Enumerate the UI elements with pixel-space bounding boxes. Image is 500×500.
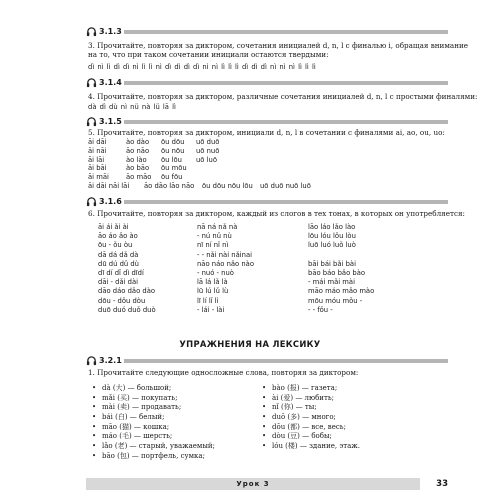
grid-cell: ōu mōu [161,164,187,173]
grid-cell: āo dāo lāo nāo [144,181,195,190]
section-divider [124,359,448,363]
instruction-text-continued: на то, что при таком сочетании инициали остаются твердыми: [88,50,329,59]
grid-row [88,147,338,156]
tone-row: lā lá lǎ là [197,278,228,287]
grid-row [88,156,338,165]
grid-cell: ōu dōu nōu lōu [202,181,253,190]
grid-cell: āi dāi [88,138,107,146]
section-divider [124,120,448,124]
vocab-item: • bái (白) — белый; [92,413,165,422]
grid-cell: uō duō [196,138,220,146]
grid-cell: ōu nōu [161,146,185,155]
vocab-item: • duō (多) — много; [262,413,336,422]
grid-cell: āi bāi [88,164,107,173]
section-header-3-1-4 [86,76,448,90]
tone-row: duō duó duǒ duò [98,305,156,314]
grid-cell: uō duō nuō luō [260,181,311,190]
headphones-icon[interactable] [86,116,97,127]
tone-column-1 [98,223,156,315]
vocab-item: • mǎi (买) — покупать; [92,393,178,402]
tone-row: nā ná nǎ nà [197,223,238,231]
vocab-item: • lǎo (老) — старый, уважаемый; [92,442,215,451]
syllable-line: dì nì lì dì dì nì lì lì nì dì dì dì dì nì nì lì lì lì dì dì dì nì nì nì lì lì lì [88,63,316,71]
instruction-text: 3. Прочитайте, повторяя за диктором, сочетания инициалей d, n, l с финалью i, обращая внимание [88,41,469,50]
headphones-icon[interactable] [86,355,97,366]
headphones-icon[interactable] [86,196,97,207]
vocab-item: • nǐ (你) — ты; [262,403,317,412]
grid-row [88,182,338,191]
vocab-item: • mài (卖) — продавать; [92,403,182,412]
vocab-list-right [262,384,360,452]
vocab-item: • bāo (包) — портфель, сумка; [92,451,205,460]
section-heading: УПРАЖНЕНИЯ НА ЛЕКСИКУ [179,339,321,349]
section-header-3-1-5 [86,115,448,129]
grid-cell: ào bāo [126,164,150,173]
tone-row: dā dá dǎ dà [98,250,139,259]
section-divider [124,81,448,85]
vocab-item: • máo (毛) — шерсть; [92,432,173,441]
page-number: 33 [436,479,448,489]
tone-row: lāo láo lǎo lào [308,223,356,231]
tone-column-2 [197,223,254,315]
tone-row: - - fǒu - [308,305,333,314]
tone-row: āi ái ǎi ài [98,223,129,231]
tone-row: luō luó luǒ luò [308,241,356,250]
lesson-label: Урок 3 [236,480,270,488]
section-header-3-1-6 [86,195,448,209]
grid-cell: āi dāi nāi lāi [88,181,130,190]
section-header-3-2-1 [86,354,448,368]
syllable-line: dà dì dù nì nü nà lü lā lì [88,103,176,111]
grid-cell: āo māo [126,173,152,182]
grid-cell: āo nāo [126,146,150,155]
headphones-icon[interactable] [86,26,97,37]
tone-row: nāo náo nǎo nào [197,259,255,268]
grid-cell: āi māi [88,173,109,182]
tone-row: dū dú dǔ dù [98,259,139,268]
tone-row: - - nǎi nài nǎinai [197,250,252,259]
syllable-grid [88,138,338,191]
tone-row: bāi bái bǎi bài [308,259,356,268]
instruction-text: 6. Прочитайте, повторяя за диктором, каждый из слогов в тех тонах, в которых он употребляется: [88,209,465,218]
grid-cell: ōu lōu [161,155,182,164]
tone-column-3 [308,223,374,315]
vocab-item: • māo (猫) — кошка; [92,422,170,431]
section-divider [124,30,448,34]
grid-row [88,138,338,147]
grid-cell: ào dào [126,138,150,146]
instruction-text: 5. Прочитайте, повторяя за диктором, инициали d, n, l в сочетании с финалями ai, ao, ou, uo: [88,128,445,137]
section-number: 3.1.5 [99,117,122,126]
grid-cell: uō nuō [196,146,220,155]
section-number: 3.1.6 [99,197,122,206]
section-header-3-1-3 [86,25,448,39]
tone-row: dāo dáo dǎo dào [98,287,156,296]
instruction-text: 4. Прочитайте, повторяя за диктором, различные сочетания инициалей d, n, l с простыми финалями: [88,92,478,101]
vocab-list-left [92,384,215,462]
tone-row: dōu - dǒu dòu [98,296,146,305]
vocab-item: • dòu (豆) — бобы; [262,432,332,441]
tone-row: āo áo ǎo ào [98,232,138,241]
vocab-item: • dà (大) — большой; [92,384,172,392]
tone-row: - nú nǔ nù [197,232,232,241]
grid-cell: ōu fōu [161,173,183,182]
vocab-item: • ài (爱) — любить; [262,393,335,402]
vocab-item: • dōu (都) — все, весь; [262,422,346,431]
tone-row: māo máo mǎo mào [308,287,375,296]
grid-cell: ōu dōu [161,138,185,146]
instruction-text: 1. Прочитайте следующие односложные слова, повторяя за диктором: [88,368,359,377]
section-number: 3.1.4 [99,78,122,87]
tone-row: dāi - dǎi dài [98,278,139,287]
tone-row: - mái mǎi mài [308,278,355,287]
tone-row: lū lú lǔ lù [197,287,229,296]
tone-row: lī lí lǐ lì [197,296,219,305]
tone-row: ōu - ǒu òu [98,241,133,250]
vocab-item: • lóu (楼) — здание, этаж. [262,442,360,451]
grid-cell: āi nāi [88,146,107,155]
grid-cell: āi lāi [88,155,105,164]
headphones-icon[interactable] [86,77,97,88]
section-number: 3.1.3 [99,27,122,36]
section-number: 3.2.1 [99,356,122,365]
tone-row: dī dí dǐ dì dīdí [98,268,144,277]
tone-row: mōu móu mǒu - [308,296,363,305]
tone-row: - lái - lài [197,305,225,314]
section-divider [124,200,448,204]
grid-row [88,164,338,173]
tone-row: - nuó - nuò [197,268,234,277]
tone-row [308,251,374,260]
vocab-item: • bào (报) — газета; [262,384,338,392]
grid-row [88,173,338,182]
tone-row: nī ní nǐ nì [197,241,229,250]
tone-row: bāo báo bǎo bào [308,268,366,277]
grid-cell: ào lào [126,155,147,164]
page-footer [86,478,448,490]
grid-cell: uō luō [196,155,217,164]
tone-row: lōu lóu lǒu lòu [308,232,356,241]
